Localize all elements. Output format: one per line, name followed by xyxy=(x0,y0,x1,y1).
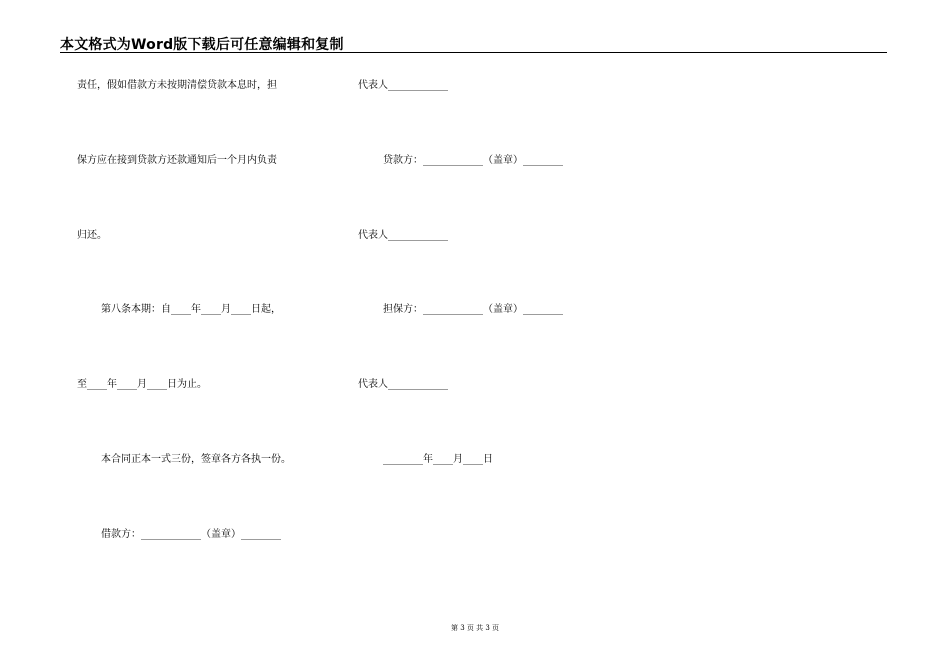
left-line-7: 借款方：____________（盖章）________ xyxy=(101,529,281,540)
document-header-title: 本文格式为Word版下载后可任意编辑和复制 xyxy=(60,37,344,53)
right-line-2: 贷款方：____________（盖章）________ xyxy=(383,155,563,166)
right-line-5: 代表人____________ xyxy=(358,379,448,390)
left-line-2: 保方应在接到贷款方还款通知后一个月内负责 xyxy=(77,155,277,166)
header-divider xyxy=(60,52,887,53)
left-line-3: 归还。 xyxy=(77,230,107,241)
right-line-4: 担保方：____________（盖章）________ xyxy=(383,304,563,315)
left-line-6: 本合同正本一式三份，签章各方各执一份。 xyxy=(101,454,291,465)
left-line-4: 第八条本期：自____年____月____日起， xyxy=(101,304,281,315)
left-line-5: 至____年____月____日为止。 xyxy=(77,379,207,390)
right-line-1: 代表人____________ xyxy=(358,80,448,91)
left-line-1: 责任，假如借款方未按期清偿贷款本息时，担 xyxy=(77,80,277,91)
page-number-footer: 第 3 页 共 3 页 xyxy=(450,624,500,632)
right-line-3: 代表人____________ xyxy=(358,230,448,241)
right-line-6: ________年____月____日 xyxy=(383,454,493,465)
